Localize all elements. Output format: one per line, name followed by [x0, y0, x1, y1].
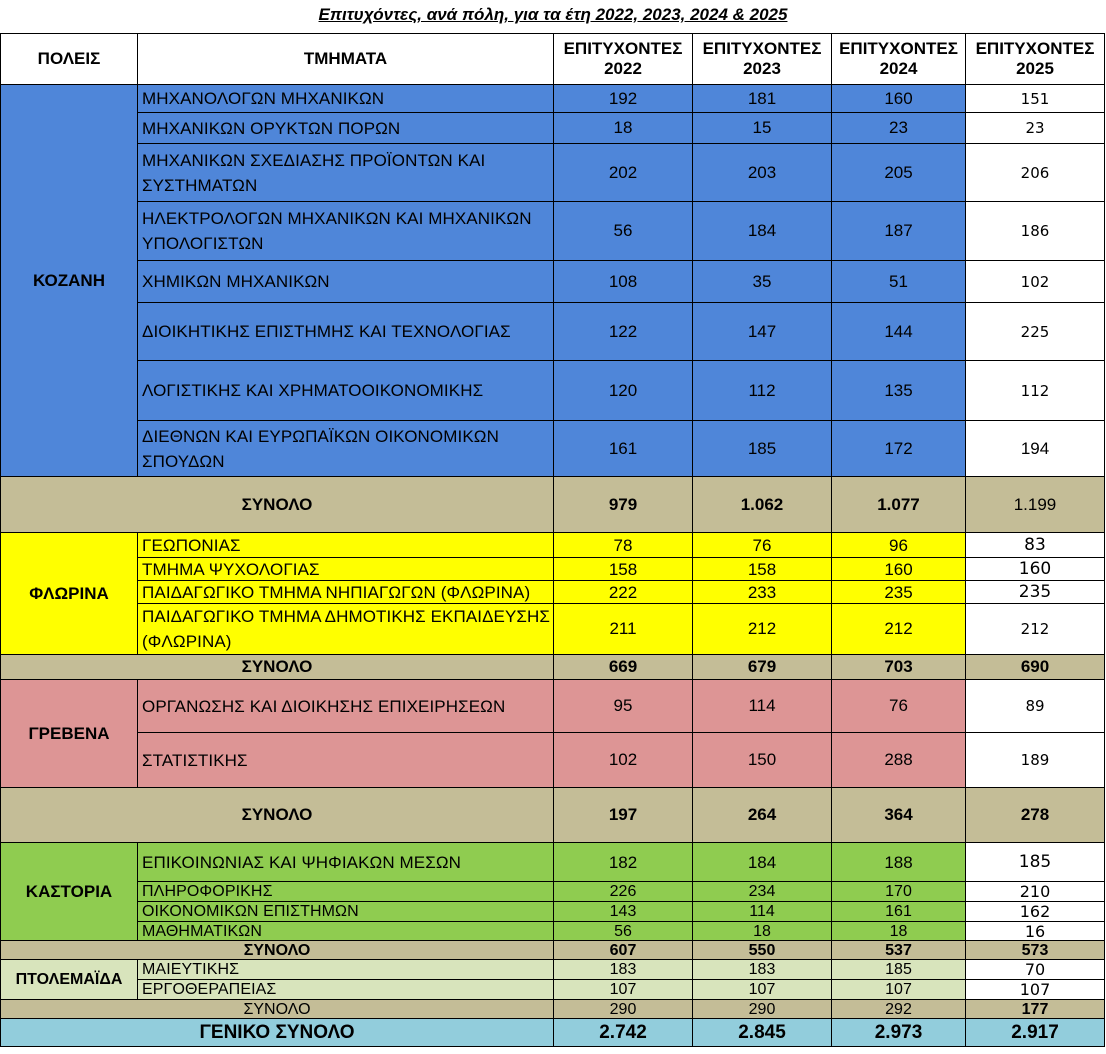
total-2023: 550: [693, 941, 832, 960]
value-2024: 235: [832, 581, 966, 604]
value-2023: 15: [693, 113, 832, 144]
total-2024: 703: [832, 655, 966, 680]
total-label: ΣΥΝΟΛΟ: [1, 1000, 554, 1019]
table-row: [1, 581, 1105, 604]
value-2023: 18: [693, 922, 832, 941]
department-cell: ΤΜΗΜΑ ΨΥΧΟΛΟΓΙΑΣ: [138, 558, 554, 581]
value-2023: 185: [693, 421, 832, 477]
value-2024: 187: [832, 202, 966, 261]
value-2022: 95: [554, 680, 693, 733]
value-2024: 205: [832, 144, 966, 202]
value-2023: 234: [693, 882, 832, 902]
value-2023: 107: [693, 980, 832, 1000]
value-2025: 102: [966, 261, 1105, 303]
department-cell: ΜΑΘΗΜΑΤΙΚΩΝ: [138, 922, 554, 941]
table-row: [1, 960, 1105, 980]
total-2023: 264: [693, 788, 832, 843]
value-2025: 185: [966, 843, 1105, 882]
admissions-table: [0, 33, 1105, 1047]
value-2025: 112: [966, 361, 1105, 421]
department-cell: ΠΛΗΡΟΦΟΡΙΚΗΣ: [138, 882, 554, 902]
value-2022: 107: [554, 980, 693, 1000]
table-row: [1, 680, 1105, 733]
total-2025: 278: [966, 788, 1105, 843]
value-2022: 78: [554, 533, 693, 558]
value-2022: 183: [554, 960, 693, 980]
total-2024: 364: [832, 788, 966, 843]
value-2023: 114: [693, 902, 832, 922]
table-row: [1, 202, 1105, 261]
total-label: ΣΥΝΟΛΟ: [1, 788, 554, 843]
total-label: ΣΥΝΟΛΟ: [1, 655, 554, 680]
value-2022: 202: [554, 144, 693, 202]
value-2024: 170: [832, 882, 966, 902]
total-2023: 1.062: [693, 477, 832, 533]
value-2022: 120: [554, 361, 693, 421]
value-2022: 226: [554, 882, 693, 902]
value-2024: 160: [832, 558, 966, 581]
total-2022: 290: [554, 1000, 693, 1019]
table-row: [1, 303, 1105, 361]
table-row: [1, 261, 1105, 303]
value-2025: 107: [966, 980, 1105, 1000]
city-cell-kozani: ΚΟΖΑΝΗ: [1, 85, 138, 477]
table-row: [1, 558, 1105, 581]
value-2025: 206: [966, 144, 1105, 202]
table-row: [1, 733, 1105, 788]
value-2023: 233: [693, 581, 832, 604]
value-2022: 192: [554, 85, 693, 113]
total-row-florina: [1, 655, 1105, 680]
header-departments: ΤΜΗΜΑΤΑ: [138, 34, 554, 85]
value-2023: 150: [693, 733, 832, 788]
value-2023: 212: [693, 604, 832, 655]
value-2025: 89: [966, 680, 1105, 733]
total-label: ΣΥΝΟΛΟ: [1, 941, 554, 960]
value-2023: 203: [693, 144, 832, 202]
value-2022: 18: [554, 113, 693, 144]
department-cell: ΕΠΙΚΟΙΝΩΝΙΑΣ ΚΑΙ ΨΗΦΙΑΚΩΝ ΜΕΣΩΝ: [138, 843, 554, 882]
document-title-bar: [0, 0, 1106, 33]
value-2023: 183: [693, 960, 832, 980]
table-row: [1, 421, 1105, 477]
department-cell: ΧΗΜΙΚΩΝ ΜΗΧΑΝΙΚΩΝ: [138, 261, 554, 303]
grand-total-2022: 2.742: [554, 1019, 693, 1047]
department-cell: ΟΙΚΟΝΟΜΙΚΩΝ ΕΠΙΣΤΗΜΩΝ: [138, 902, 554, 922]
department-cell: ΜΗΧΑΝΟΛΟΓΩΝ ΜΗΧΑΝΙΚΩΝ: [138, 85, 554, 113]
value-2022: 222: [554, 581, 693, 604]
value-2023: 158: [693, 558, 832, 581]
table-row: [1, 902, 1105, 922]
header-row: [1, 34, 1105, 85]
total-label: ΣΥΝΟΛΟ: [1, 477, 554, 533]
total-row-kozani: [1, 477, 1105, 533]
value-2025: 235: [966, 581, 1105, 604]
table-row: [1, 361, 1105, 421]
value-2022: 122: [554, 303, 693, 361]
value-2024: 18: [832, 922, 966, 941]
total-2022: 979: [554, 477, 693, 533]
value-2025: 160: [966, 558, 1105, 581]
city-cell-florina: ΦΛΩΡΙΝΑ: [1, 533, 138, 655]
department-cell: ΔΙΟΙΚΗΤΙΚΗΣ ΕΠΙΣΤΗΜΗΣ ΚΑΙ ΤΕΧΝΟΛΟΓΙΑΣ: [138, 303, 554, 361]
city-cell-ptolemaida: ΠΤΟΛΕΜΑΪΔΑ: [1, 960, 138, 1000]
total-2023: 679: [693, 655, 832, 680]
grand-total-2025: 2.917: [966, 1019, 1105, 1047]
header-2023: ΕΠΙΤΥΧΟΝΤΕΣ 2023: [693, 34, 832, 85]
value-2025: 151: [966, 85, 1105, 113]
total-2022: 197: [554, 788, 693, 843]
department-cell: ΟΡΓΑΝΩΣΗΣ ΚΑΙ ΔΙΟΙΚΗΣΗΣ ΕΠΙΧΕΙΡΗΣΕΩΝ: [138, 680, 554, 733]
value-2024: 144: [832, 303, 966, 361]
value-2024: 160: [832, 85, 966, 113]
value-2024: 23: [832, 113, 966, 144]
total-2025: 690: [966, 655, 1105, 680]
department-cell: ΔΙΕΘΝΩΝ ΚΑΙ ΕΥΡΩΠΑΪΚΩΝ ΟΙΚΟΝΟΜΙΚΩΝ ΣΠΟΥΔΩΝ: [138, 421, 554, 477]
department-cell: ΗΛΕΚΤΡΟΛΟΓΩΝ ΜΗΧΑΝΙΚΩΝ ΚΑΙ ΜΗΧΑΝΙΚΩΝ ΥΠΟΛΟΓΙΣΤΩΝ: [138, 202, 554, 261]
value-2022: 211: [554, 604, 693, 655]
grand-total-row: [1, 1019, 1105, 1047]
department-cell: ΜΑΙΕΥΤΙΚΗΣ: [138, 960, 554, 980]
value-2023: 184: [693, 202, 832, 261]
department-cell: ΛΟΓΙΣΤΙΚΗΣ ΚΑΙ ΧΡΗΜΑΤΟΟΙΚΟΝΟΜΙΚΗΣ: [138, 361, 554, 421]
department-cell: ΣΤΑΤΙΣΤΙΚΗΣ: [138, 733, 554, 788]
value-2025: 162: [966, 902, 1105, 922]
department-cell: ΓΕΩΠΟΝΙΑΣ: [138, 533, 554, 558]
header-2025: ΕΠΙΤΥΧΟΝΤΕΣ 2025: [966, 34, 1105, 85]
table-row: [1, 882, 1105, 902]
document-title: Επιτυχόντες, ανά πόλη, για τα έτη 2022, 2023, 2024 & 2025: [318, 5, 788, 24]
total-row-kastoria: [1, 941, 1105, 960]
header-2024: ΕΠΙΤΥΧΟΝΤΕΣ 2024: [832, 34, 966, 85]
value-2022: 161: [554, 421, 693, 477]
value-2024: 76: [832, 680, 966, 733]
value-2024: 185: [832, 960, 966, 980]
value-2024: 51: [832, 261, 966, 303]
value-2025: 16: [966, 922, 1105, 941]
value-2023: 184: [693, 843, 832, 882]
value-2024: 161: [832, 902, 966, 922]
total-2025: 177: [966, 1000, 1105, 1019]
value-2024: 288: [832, 733, 966, 788]
value-2025: 70: [966, 960, 1105, 980]
department-cell: ΜΗΧΑΝΙΚΩΝ ΟΡΥΚΤΩΝ ΠΟΡΩΝ: [138, 113, 554, 144]
table-row: [1, 113, 1105, 144]
grand-total-label: ΓΕΝΙΚΟ ΣΥΝΟΛΟ: [1, 1019, 554, 1047]
value-2025: 194: [966, 421, 1105, 477]
value-2022: 108: [554, 261, 693, 303]
department-cell: ΜΗΧΑΝΙΚΩΝ ΣΧΕΔΙΑΣΗΣ ΠΡΟΪΟΝΤΩΝ ΚΑΙ ΣΥΣΤΗΜΑΤΩΝ: [138, 144, 554, 202]
value-2022: 158: [554, 558, 693, 581]
value-2025: 186: [966, 202, 1105, 261]
value-2025: 189: [966, 733, 1105, 788]
table-row: [1, 604, 1105, 655]
header-2022: ΕΠΙΤΥΧΟΝΤΕΣ 2022: [554, 34, 693, 85]
grand-total-2023: 2.845: [693, 1019, 832, 1047]
value-2023: 35: [693, 261, 832, 303]
value-2024: 188: [832, 843, 966, 882]
total-2024: 1.077: [832, 477, 966, 533]
value-2025: 212: [966, 604, 1105, 655]
table-row: [1, 144, 1105, 202]
total-2022: 669: [554, 655, 693, 680]
grand-total-2024: 2.973: [832, 1019, 966, 1047]
value-2023: 76: [693, 533, 832, 558]
value-2025: 225: [966, 303, 1105, 361]
total-2022: 607: [554, 941, 693, 960]
table-row: [1, 533, 1105, 558]
value-2022: 56: [554, 202, 693, 261]
table-row: [1, 922, 1105, 941]
table-row: [1, 85, 1105, 113]
total-2024: 537: [832, 941, 966, 960]
value-2024: 212: [832, 604, 966, 655]
table-row: [1, 843, 1105, 882]
total-row-ptolemaida: [1, 1000, 1105, 1019]
city-cell-kastoria: ΚΑΣΤΟΡΙΑ: [1, 843, 138, 941]
total-2024: 292: [832, 1000, 966, 1019]
value-2024: 96: [832, 533, 966, 558]
header-cities: ΠΟΛΕΙΣ: [1, 34, 138, 85]
total-2025: 573: [966, 941, 1105, 960]
value-2024: 135: [832, 361, 966, 421]
value-2024: 107: [832, 980, 966, 1000]
value-2023: 114: [693, 680, 832, 733]
value-2022: 56: [554, 922, 693, 941]
value-2023: 112: [693, 361, 832, 421]
department-cell: ΠΑΙΔΑΓΩΓΙΚΟ ΤΜΗΜΑ ΝΗΠΙΑΓΩΓΩΝ (ΦΛΩΡΙΝΑ): [138, 581, 554, 604]
value-2025: 23: [966, 113, 1105, 144]
value-2022: 182: [554, 843, 693, 882]
value-2023: 181: [693, 85, 832, 113]
value-2023: 147: [693, 303, 832, 361]
total-2025: 1.199: [966, 477, 1105, 533]
value-2024: 172: [832, 421, 966, 477]
value-2022: 143: [554, 902, 693, 922]
city-cell-grevena: ΓΡΕΒΕΝΑ: [1, 680, 138, 788]
value-2025: 210: [966, 882, 1105, 902]
value-2025: 83: [966, 533, 1105, 558]
total-2023: 290: [693, 1000, 832, 1019]
value-2022: 102: [554, 733, 693, 788]
table-row: [1, 980, 1105, 1000]
total-row-grevena: [1, 788, 1105, 843]
department-cell: ΕΡΓΟΘΕΡΑΠΕΙΑΣ: [138, 980, 554, 1000]
department-cell: ΠΑΙΔΑΓΩΓΙΚΟ ΤΜΗΜΑ ΔΗΜΟΤΙΚΗΣ ΕΚΠΑΙΔΕΥΣΗΣ (ΦΛΩΡΙΝΑ): [138, 604, 554, 655]
